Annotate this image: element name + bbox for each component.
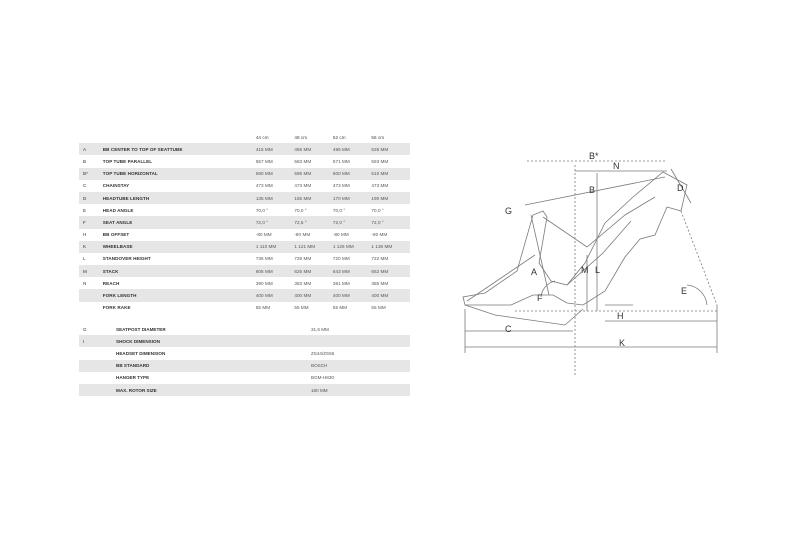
chainstay xyxy=(465,305,583,325)
row-value: 625 MM xyxy=(294,265,333,277)
row-label: CHAINSTAY xyxy=(102,183,130,189)
row-value: 473 MM xyxy=(371,183,389,189)
row-code: H xyxy=(83,232,87,238)
row-code: A xyxy=(79,143,103,155)
spec-label: HEADSET DIMENSION xyxy=(116,350,166,356)
label-d: D xyxy=(677,183,684,193)
table-row xyxy=(79,229,410,241)
label-header xyxy=(103,131,256,143)
row-value: 1 121 MM xyxy=(294,241,333,253)
row-value: -80 MM xyxy=(294,232,311,238)
row-value: 735 MM xyxy=(255,256,273,262)
label-a: A xyxy=(531,267,538,277)
top-tube-inner xyxy=(543,197,655,247)
row-label: FORK LENGTH xyxy=(103,289,256,301)
label-b-star: B* xyxy=(589,151,599,161)
row-value: 728 MM xyxy=(294,256,312,262)
row-label: HEAD ANGLE xyxy=(102,207,134,213)
spec-code: G xyxy=(83,326,87,332)
table-row xyxy=(79,204,410,216)
table-row xyxy=(79,241,410,253)
row-value: 155 MM xyxy=(294,192,333,204)
label-b: B xyxy=(589,185,596,195)
label-c: C xyxy=(505,324,512,334)
row-code: C xyxy=(83,183,87,189)
row-value: 593 MM xyxy=(371,158,389,164)
row-value: 720 MM xyxy=(332,256,350,262)
row-value: 400 MM xyxy=(371,289,410,301)
row-value: 70,0 ° xyxy=(332,207,346,213)
spec-row xyxy=(79,360,410,372)
row-code: F xyxy=(79,216,103,228)
spec-value: ZS44/ZS56 xyxy=(311,350,335,356)
row-code: N xyxy=(83,280,87,286)
size-header: 48 cm xyxy=(294,134,308,140)
down-tube-inner xyxy=(567,221,631,285)
spec-value: 31,6 MM xyxy=(311,326,329,332)
row-value: 70,0 ° xyxy=(371,207,384,213)
row-value: 381 MM xyxy=(332,280,350,286)
spec-code xyxy=(79,360,116,372)
row-value: 135 MM xyxy=(256,192,295,204)
size-header: 52 cm xyxy=(332,134,346,140)
row-value: 383 MM xyxy=(294,280,312,286)
row-value: 571 MM xyxy=(332,158,350,164)
specs-table xyxy=(79,323,410,396)
spec-row xyxy=(79,323,410,335)
dim-e-arc xyxy=(687,285,707,305)
row-value: 385 MM xyxy=(371,280,389,286)
row-label: TOP TUBE PARALLEL xyxy=(102,158,153,164)
dim-a xyxy=(531,215,549,295)
table-row xyxy=(79,180,410,192)
row-code: K xyxy=(79,241,103,253)
table-row xyxy=(79,168,410,180)
row-value: 190 MM xyxy=(371,192,410,204)
size-header: 44 cm xyxy=(255,134,269,140)
row-value: 1 126 MM xyxy=(333,241,372,253)
row-value: 595 MM xyxy=(294,168,333,180)
row-value: 605 MM xyxy=(256,265,295,277)
spec-label: SHOCK DIMENSION xyxy=(116,335,311,347)
row-value: 473 MM xyxy=(332,183,350,189)
row-code: D xyxy=(79,192,103,204)
label-k: K xyxy=(619,338,626,348)
row-value: 72,0 ° xyxy=(256,216,295,228)
table-row xyxy=(79,277,410,289)
row-label: STANDOVER HEIGHT xyxy=(102,256,151,262)
seatstay xyxy=(467,255,538,301)
row-code: E xyxy=(83,207,87,213)
row-value: -80 MM xyxy=(332,232,349,238)
row-code xyxy=(79,302,103,314)
label-e: E xyxy=(681,286,688,296)
spec-label: SEATPOST DIAMETER xyxy=(116,326,166,332)
size-header: 56 cm xyxy=(371,134,385,140)
row-code xyxy=(79,289,103,301)
row-value: 415 MM xyxy=(256,143,295,155)
row-code: M xyxy=(79,265,103,277)
row-code: L xyxy=(83,256,86,262)
row-value: 55 MM xyxy=(294,305,309,311)
spec-row xyxy=(79,384,410,396)
spec-row xyxy=(79,347,410,359)
row-value: 557 MM xyxy=(255,158,273,164)
table-row xyxy=(79,143,410,155)
row-label: SEAT ANGLE xyxy=(103,216,256,228)
row-value: 535 MM xyxy=(371,143,410,155)
row-value: 70,0 ° xyxy=(294,207,307,213)
row-label: REACH xyxy=(102,280,120,286)
label-m: M xyxy=(581,265,589,275)
row-value: 643 MM xyxy=(333,265,372,277)
code-header xyxy=(79,131,103,143)
row-value: -80 MM xyxy=(255,232,272,238)
frame-geometry-diagram xyxy=(455,145,725,385)
row-value: 55 MM xyxy=(255,305,271,311)
row-code: B* xyxy=(79,168,103,180)
spec-value xyxy=(311,335,410,347)
row-value: 70,0 ° xyxy=(255,207,269,213)
row-value: 473 MM xyxy=(294,183,312,189)
label-h: H xyxy=(617,311,624,321)
table-row xyxy=(79,253,410,265)
row-value: 610 MM xyxy=(371,168,410,180)
spec-label: MAX. ROTOR SIZE xyxy=(116,384,311,396)
row-value: 170 MM xyxy=(333,192,372,204)
row-value: 1 136 MM xyxy=(371,241,410,253)
row-value: 722 MM xyxy=(371,256,389,262)
geometry-header-row xyxy=(79,131,410,143)
table-row xyxy=(79,192,410,204)
row-value: 583 MM xyxy=(294,158,312,164)
row-label: HEADTUBE LENGTH xyxy=(103,192,256,204)
table-row xyxy=(79,155,410,167)
row-value: 72,0 ° xyxy=(333,216,372,228)
table-row xyxy=(79,289,410,301)
spec-value: BGM-H830 xyxy=(311,375,334,381)
row-label: BB CENTER TO TOP OF SEATTUBE xyxy=(103,143,256,155)
row-value: 455 MM xyxy=(294,143,333,155)
row-label: TOP TUBE HORIZONTAL xyxy=(103,168,256,180)
spec-value: BOSCH xyxy=(311,360,410,372)
table-row xyxy=(79,302,410,314)
row-value: 600 MM xyxy=(333,168,372,180)
spec-label: BB STANDARD xyxy=(116,360,311,372)
label-l: L xyxy=(595,265,601,275)
row-value: 72,5 ° xyxy=(294,216,333,228)
label-n: N xyxy=(613,161,620,171)
geometry-table xyxy=(79,131,410,314)
row-value: 72,0 ° xyxy=(371,216,410,228)
spec-row xyxy=(79,335,410,347)
spec-value: 180 MM xyxy=(311,384,410,396)
row-value: 400 MM xyxy=(333,289,372,301)
spec-code: I xyxy=(79,335,116,347)
row-label: WHEELBASE xyxy=(103,241,256,253)
row-value: 55 MM xyxy=(332,305,348,311)
row-value: 473 MM xyxy=(255,183,273,189)
row-value: -80 MM xyxy=(371,232,388,238)
table-row xyxy=(79,216,410,228)
spec-code xyxy=(79,384,116,396)
spec-row xyxy=(79,372,410,384)
row-code: B xyxy=(83,158,87,164)
spec-label: HANGER TYPE xyxy=(116,375,150,381)
row-label: STACK xyxy=(103,265,256,277)
row-label: BB OFFSET xyxy=(102,232,130,238)
row-value: 662 MM xyxy=(371,265,410,277)
row-value: 495 MM xyxy=(333,143,372,155)
row-value: 400 MM xyxy=(256,289,295,301)
row-value: 400 MM xyxy=(294,289,333,301)
row-label: FORK RAKE xyxy=(102,305,131,311)
row-value: 1 110 MM xyxy=(256,241,295,253)
row-value: 390 MM xyxy=(255,280,273,286)
spec-code xyxy=(79,372,116,384)
spec-code xyxy=(79,347,116,359)
row-value: 590 MM xyxy=(256,168,295,180)
label-g: G xyxy=(505,206,513,216)
label-f: F xyxy=(537,293,543,303)
table-row xyxy=(79,265,410,277)
row-value: 55 MM xyxy=(371,305,386,311)
